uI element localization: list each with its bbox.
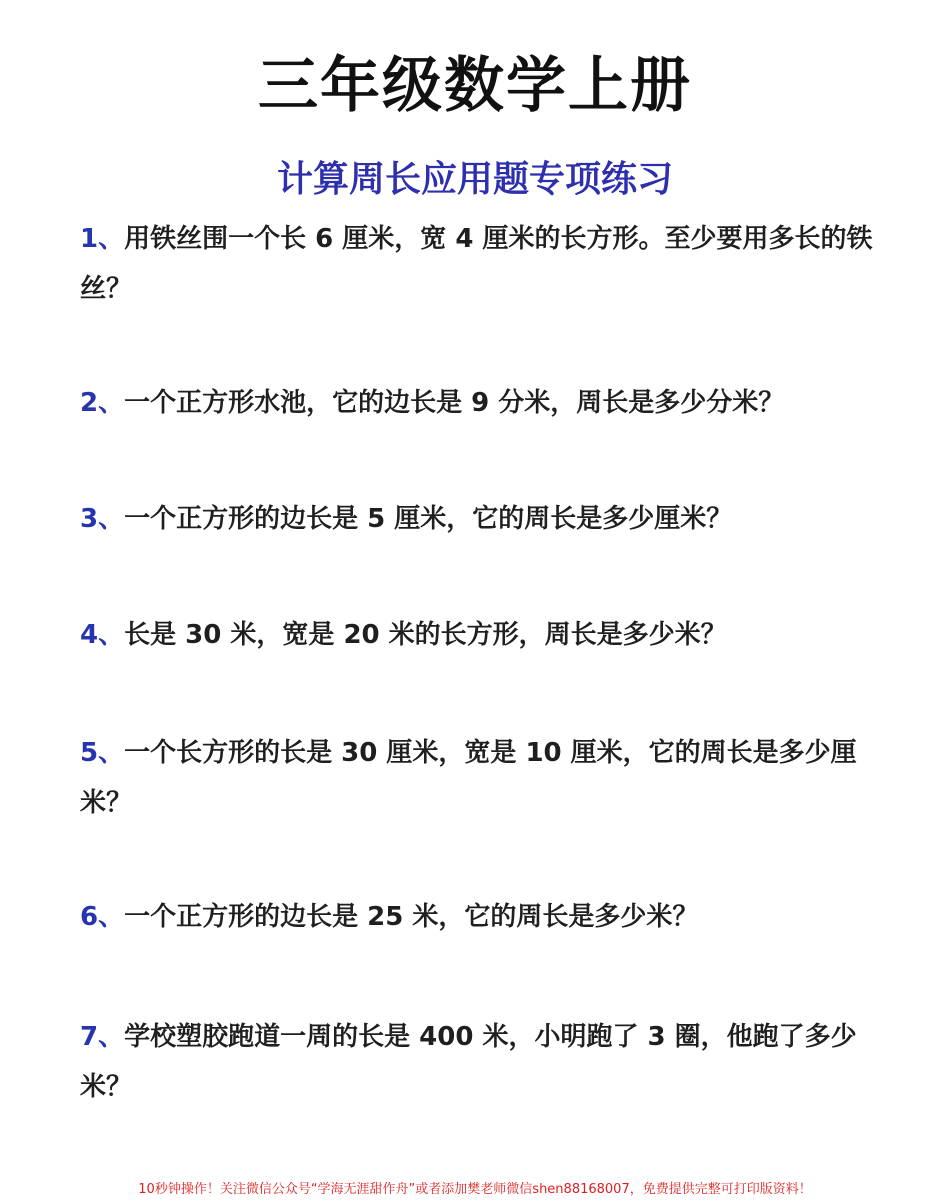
question-text: 一个正方形的边长是 25 米，它的周长是多少米？ — [124, 902, 699, 932]
footer-notice: 10秒钟操作！关注微信公众号“学海无涯甜作舟”或者添加樊老师微信shen88168007，免费提供完整可打印版资料！ — [138, 1182, 812, 1197]
question-text: 长是 30 米，宽是 20 米的长方形，周长是多少米？ — [124, 620, 727, 650]
question-6 — [80, 892, 880, 942]
question-separator: 、 — [98, 1022, 125, 1052]
question-separator: 、 — [98, 388, 125, 418]
question-7 — [80, 1012, 880, 1112]
question-number: 7 — [80, 1022, 99, 1052]
question-number: 1 — [80, 224, 99, 254]
page-title: 三年级数学上册 — [258, 51, 692, 121]
question-text: 一个正方形的边长是 5 厘米，它的周长是多少厘米？ — [124, 504, 733, 534]
question-text: 一个正方形水池，它的边长是 9 分米，周长是多少分米？ — [124, 388, 785, 418]
question-4 — [80, 610, 880, 660]
question-number: 5 — [80, 738, 99, 768]
question-number: 3 — [80, 504, 99, 534]
question-3 — [80, 494, 880, 544]
page-subtitle: 计算周长应用题专项练习 — [276, 159, 673, 200]
question-separator: 、 — [98, 902, 125, 932]
question-separator: 、 — [98, 504, 125, 534]
question-1 — [80, 214, 880, 314]
question-text: 用铁丝围一个长 6 厘米，宽 4 厘米的长方形。至少要用多长的铁丝？ — [80, 224, 873, 304]
question-number: 4 — [80, 620, 99, 650]
question-separator: 、 — [98, 620, 125, 650]
question-text: 一个长方形的长是 30 厘米，宽是 10 厘米，它的周长是多少厘米？ — [80, 738, 857, 818]
question-2 — [80, 378, 880, 428]
question-number: 6 — [80, 902, 99, 932]
question-5 — [80, 728, 880, 828]
question-separator: 、 — [98, 738, 125, 768]
question-text: 学校塑胶跑道一周的长是 400 米，小明跑了 3 圈，他跑了多少米？ — [80, 1022, 857, 1102]
question-separator: 、 — [98, 224, 125, 254]
question-number: 2 — [80, 388, 99, 418]
